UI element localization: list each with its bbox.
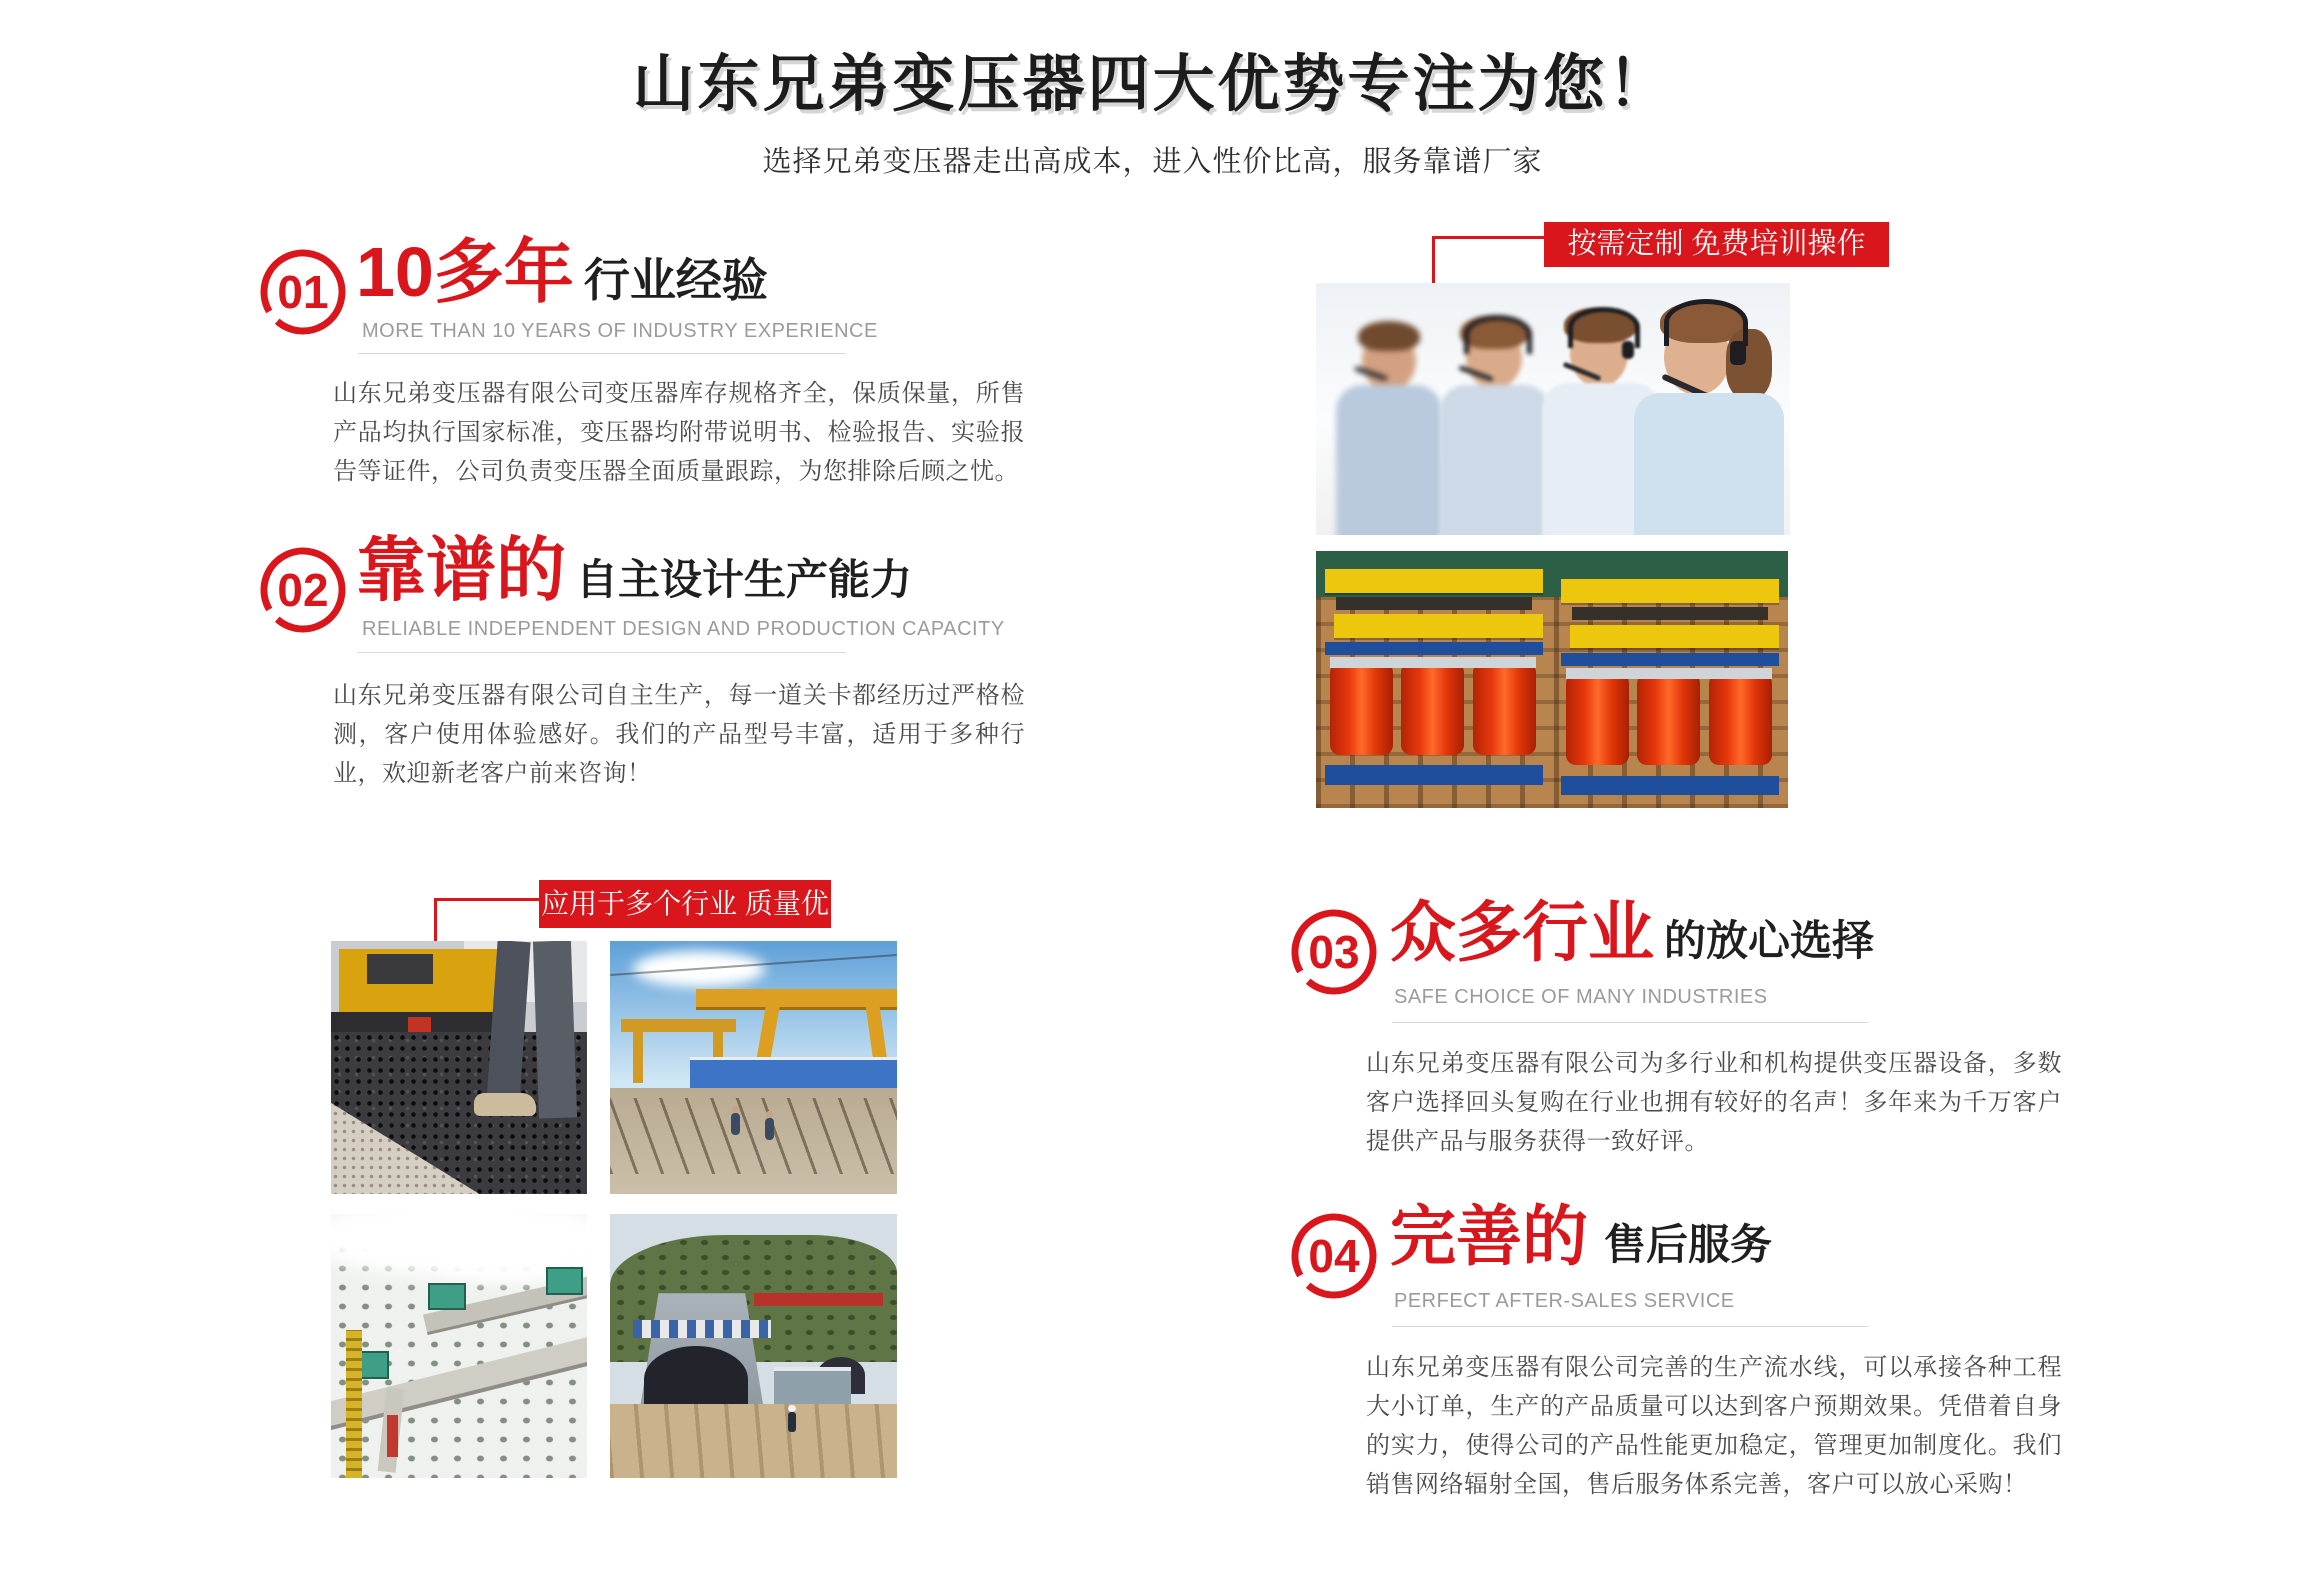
- advantage-headline-02: [356, 531, 913, 609]
- multi-industry-banner: 应用于多个行业 质量优: [539, 880, 831, 928]
- advantage-number: 01: [277, 266, 329, 318]
- advantage-body-02: 山东兄弟变压器有限公司自主生产，每一道关卡都经历过严格检测，客户使用体验感好。我们的产品型号丰富，适用于多种行业，欢迎新老客户前来咨询！: [333, 682, 1025, 787]
- divider-line: [1392, 1022, 1868, 1023]
- advantage-number: 02: [277, 564, 329, 616]
- advantage-caption-en-04: PERFECT AFTER-SALES SERVICE: [1394, 1290, 1735, 1312]
- worker: [765, 1118, 774, 1140]
- red-coil: [1330, 657, 1393, 754]
- red-coil: [1709, 668, 1772, 765]
- photo-gantry-crane-railway: [610, 941, 897, 1194]
- girder-machine: [428, 1283, 465, 1311]
- photo-dry-type-transformers: [1316, 551, 1788, 808]
- advantage-number-badge-04: [1288, 1210, 1380, 1302]
- divider-line: [1392, 1326, 1868, 1327]
- divider-line: [358, 652, 846, 653]
- worker: [731, 1113, 740, 1135]
- headline-black-text: 行业经验: [583, 254, 768, 306]
- photo-bridge-construction: [331, 1214, 587, 1478]
- transformer-unit: [1561, 579, 1778, 795]
- advantage-number-badge-03: [1288, 906, 1380, 998]
- advantage-caption-en-03: SAFE CHOICE OF MANY INDUSTRIES: [1394, 986, 1768, 1008]
- agent-with-headset: [1634, 289, 1784, 535]
- agent: [1334, 313, 1444, 535]
- headline-red-text: 完善的: [1390, 1199, 1588, 1273]
- advantage-number: 04: [1308, 1230, 1360, 1282]
- divider-line: [358, 353, 846, 354]
- advantage-caption-en-02: RELIABLE INDEPENDENT DESIGN AND PRODUCTION CAPACITY: [362, 618, 1005, 640]
- advantage-headline-01: [356, 233, 768, 311]
- red-coil: [1473, 657, 1536, 754]
- advantage-headline-04: [1390, 1199, 1773, 1273]
- banner-connector-line: [434, 898, 541, 901]
- worker: [788, 1412, 796, 1432]
- red-coil: [1637, 668, 1700, 765]
- page-subtitle: 选择兄弟变压器走出高成本，进入性价比高，服务靠谱厂家: [762, 146, 1543, 178]
- headline-black-text: 的放心选择: [1664, 917, 1875, 964]
- tunnel-portal: [644, 1346, 747, 1412]
- transformer-unit: [1325, 569, 1542, 785]
- photo-tunnel-construction: [610, 1214, 897, 1478]
- headline-black-text: 自主设计生产能力: [576, 556, 913, 603]
- advantage-body-04: 山东兄弟变压器有限公司完善的生产流水线，可以承接各种工程大小订单，生产的产品质量可以达到客户预期效果。凭借着自身的实力，使得公司的产品性能更加稳定，管理更加制度化。我们销售网络辐射全国，售后服务体系完善，客户可以放心采购！: [1366, 1354, 2062, 1498]
- advantage-caption-en-01: MORE THAN 10 YEARS OF INDUSTRY EXPERIENCE: [362, 320, 878, 342]
- advantage-number-badge-02: [257, 544, 349, 636]
- red-coil: [1401, 657, 1464, 754]
- agent: [1436, 305, 1552, 535]
- red-coil: [1566, 668, 1629, 765]
- headline-red-text: 众多行业: [1390, 895, 1654, 969]
- photo-customer-service-team: [1316, 283, 1790, 535]
- banner-connector-line: [1432, 236, 1435, 283]
- advantage-headline-03: [1390, 895, 1875, 969]
- slogan-banner: [754, 1293, 883, 1306]
- banner-connector-line: [434, 898, 437, 944]
- railway-tracks: [610, 1098, 897, 1174]
- advantage-body-03: 山东兄弟变压器有限公司为多行业和机构提供变压器设备，多数客户选择回头复购在行业也拥有较好的名声！多年来为千万客户提供产品与服务获得一致好评。: [1366, 1050, 2062, 1155]
- photo-asphalt-paving: [331, 941, 587, 1194]
- page-title: 山东兄弟变压器四大优势专注为您！: [632, 50, 1673, 119]
- headset-icon: [1664, 299, 1748, 346]
- custom-training-banner: 按需定制 免费培训操作: [1544, 222, 1889, 267]
- banner-connector-line: [1432, 236, 1544, 239]
- advantage-body-01: 山东兄弟变压器有限公司变压器库存规格齐全，保质保量，所售产品均执行国家标准，变压器均附带说明书、检验报告、实验报告等证件，公司负责变压器全面质量跟踪，为您排除后顾之忧。: [333, 380, 1025, 485]
- crane-mast: [346, 1330, 361, 1478]
- advantage-number: 03: [1308, 926, 1360, 978]
- headline-red-text: 10多年: [356, 233, 574, 311]
- advantage-number-badge-01: [257, 246, 349, 338]
- headline-black-text: 售后服务: [1604, 1221, 1773, 1268]
- headline-red-text: 靠谱的: [356, 531, 566, 609]
